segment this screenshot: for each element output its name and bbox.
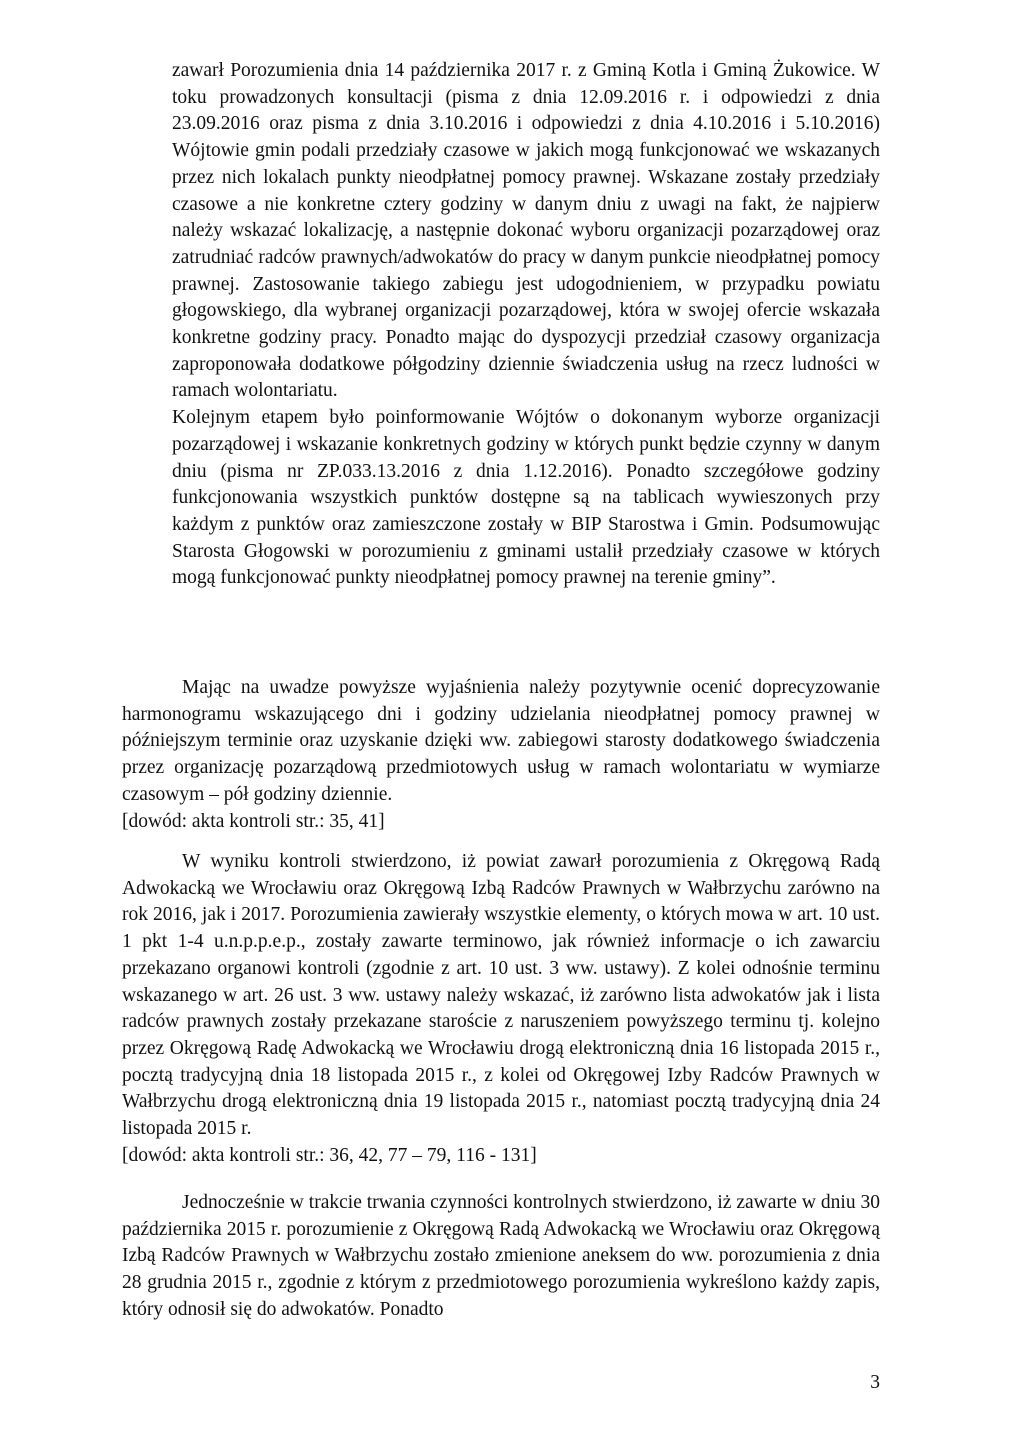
assessment-section [122,675,880,835]
findings-paragraph: W wyniku kontroli stwierdzono, iż powiat zawarł porozumienia z Okręgową Radą Adwokacką we Wrocławiu oraz Okręgową Izbą Radców Prawnych w Wałbrzychu zarówno na rok 2016, jak i 2017. Porozumienia zawierały wszystkie elementy, o których mowa w art. 10 ust. 1 pkt 1-4 u.n.p.p.e.p., zostały zawarte terminowo, jak również informacje o ich zawarciu przekazano organowi kontroli (zgodnie z art. 10 ust. 3 ww. ustawy). Z kolei odnośnie terminu wskazanego w art. 26 ust. 3 ww. ustawy należy wskazać, iż zarówno lista adwokatów jak i lista radców prawnych zostały przekazane staroście z naruszeniem powyższego terminu tj. kolejno przez Okręgową Radę Adwokacką we Wrocławiu drogą elektroniczną dnia 16 listopada 2015 r., pocztą tradycyjną dnia 18 listopada 2015 r., z kolei od Okręgowej Izby Radców Prawnych w Wałbrzychu drogą elektroniczną dnia 19 listopada 2015 r., natomiast pocztą tradycyjną dnia 24 listopada 2015 r. [122,851,880,1140]
quote-paragraph-2: Kolejnym etapem było poinformowanie Wójtów o dokonanym wyborze organizacji pozarządowej i wskazanie konkretnych godziny w których punkt będzie czynny w danym dniu (pisma nr ZP.033.13.2016 z dnia 1.12.2016). Ponadto szczegółowe godziny funkcjonowania wszystkich punktów dostępne są na tablicach wywieszonych przy każdym z punktów oraz zamieszczone zostały w BIP Starostwa i Gmin. Podsumowując Starosta Głogowski w porozumieniu z gminami ustalił przedziały czasowe w których mogą funkcjonować punkty nieodpłatnej pomocy prawnej na terenie gminy”. [172,407,880,589]
annex-section [122,1190,880,1324]
quoted-explanation [172,58,880,592]
quote-paragraph-1: zawarł Porozumienia dnia 14 października 2017 r. z Gminą Kotla i Gminą Żukowice. W toku prowadzonych konsultacji (pisma z dnia 12.09.2016 r. i odpowiedzi z dnia 23.09.2016 oraz pisma z dnia 3.10.2016 i odpowiedzi z dnia 4.10.2016 i 5.10.2016) Wójtowie gmin podali przedziały czasowe w jakich mogą funkcjonować we wskazanych przez nich lokalach punkty nieodpłatnej pomocy prawnej. Wskazane zostały przedziały czasowe a nie konkretne cztery godziny w danym dniu z uwagi na fakt, że najpierw należy wskazać lokalizację, a następnie dokonać wyboru organizacji pozarządowej oraz zatrudniać radców prawnych/adwokatów do pracy w danym punkcie nieodpłatnej pomocy prawnej. Zastosowanie takiego zabiegu jest udogodnieniem, w przypadku powiatu głogowskiego, dla wybranej organizacji pozarządowej, która w swojej ofercie wskazała konkretne godziny pracy. Ponadto mając do dyspozycji przedział czasowy organizacja zaproponowała dodatkowe półgodziny dziennie świadczenia usług na rzecz ludności w ramach wolontariatu. [172,60,880,402]
evidence-reference-2: [dowód: akta kontroli str.: 36, 42, 77 – 79, 116 - 131] [122,1144,537,1166]
annex-paragraph: Jednocześnie w trakcie trwania czynności kontrolnych stwierdzono, iż zawarte w dniu 30 października 2015 r. porozumienie z Okręgową Radą Adwokacką we Wrocławiu oraz Okręgową Izbą Radców Prawnych w Wałbrzychu zostało zmienione aneksem do ww. porozumienia z dnia 28 grudnia 2015 r., zgodnie z którym z przedmiotowego porozumienia wykreślono każdy zapis, który odnosił się do adwokatów. Ponadto [122,1192,880,1320]
assessment-paragraph: Mając na uwadze powyższe wyjaśnienia należy pozytywnie ocenić doprecyzowanie harmonogramu wskazującego dni i godziny udzielania nieodpłatnej pomocy prawnej w późniejszym terminie oraz uzyskanie dzięki ww. zabiegowi starosty dodatkowego świadczenia przez organizację pozarządową przedmiotowych usług w ramach wolontariatu w wymiarze czasowym – pół godziny dziennie. [122,677,880,805]
evidence-reference-1: [dowód: akta kontroli str.: 35, 41] [122,810,385,832]
inspection-findings-section [122,849,880,1169]
page-number: 3 [870,1372,880,1393]
